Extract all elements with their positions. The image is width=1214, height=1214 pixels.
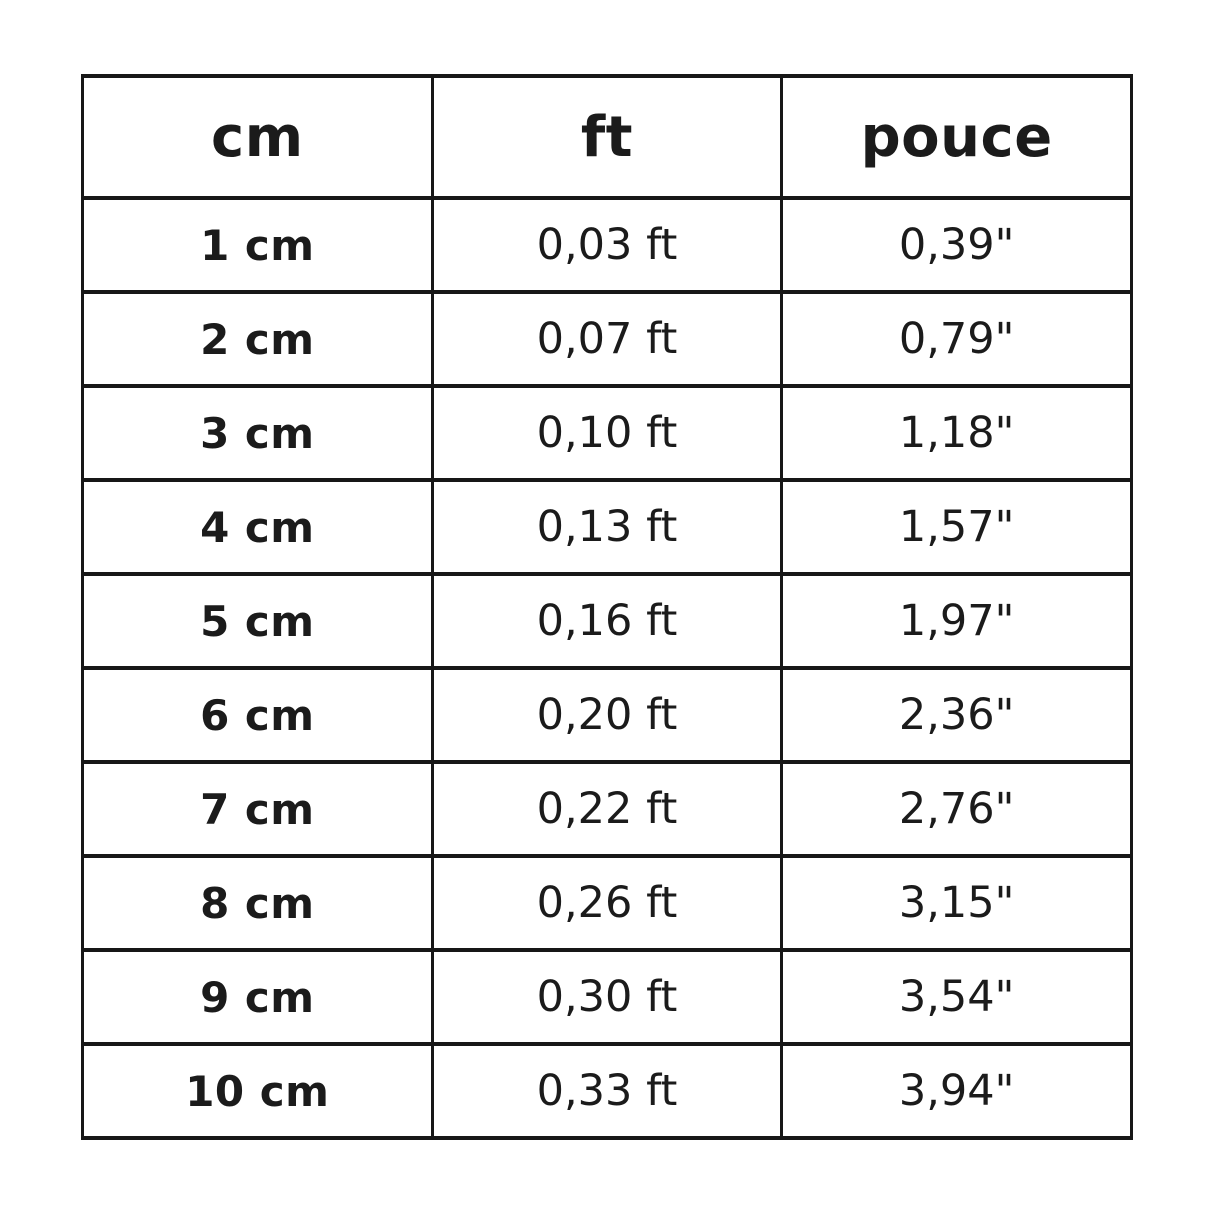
cell-pouce: 2,36" [782,668,1132,762]
table-row [83,668,1132,762]
cell-pouce: 1,18" [782,386,1132,480]
table-row [83,292,1132,386]
cell-ft: 0,03 ft [432,198,782,292]
cell-ft: 0,22 ft [432,762,782,856]
table-row [83,480,1132,574]
cell-ft: 0,13 ft [432,480,782,574]
cell-cm: 8 cm [83,856,433,950]
table-row [83,762,1132,856]
cell-cm: 3 cm [83,386,433,480]
cell-cm: 5 cm [83,574,433,668]
cell-ft: 0,30 ft [432,950,782,1044]
table-header-row [83,76,1132,198]
cell-cm: 6 cm [83,668,433,762]
cell-ft: 0,07 ft [432,292,782,386]
table-header [83,76,1132,198]
table-row [83,1044,1132,1138]
table-row [83,386,1132,480]
table-row [83,198,1132,292]
cell-ft: 0,26 ft [432,856,782,950]
cell-ft: 0,33 ft [432,1044,782,1138]
cell-cm: 7 cm [83,762,433,856]
cell-cm: 10 cm [83,1044,433,1138]
cell-pouce: 3,54" [782,950,1132,1044]
cell-pouce: 1,97" [782,574,1132,668]
cell-pouce: 3,15" [782,856,1132,950]
cell-pouce: 0,79" [782,292,1132,386]
table-row [83,950,1132,1044]
cell-cm: 4 cm [83,480,433,574]
cell-cm: 9 cm [83,950,433,1044]
cell-cm: 1 cm [83,198,433,292]
cell-pouce: 1,57" [782,480,1132,574]
table-row [83,856,1132,950]
cell-cm: 2 cm [83,292,433,386]
cell-pouce: 0,39" [782,198,1132,292]
cell-ft: 0,16 ft [432,574,782,668]
cell-pouce: 2,76" [782,762,1132,856]
header-cell-ft: ft [432,76,782,198]
table-row [83,574,1132,668]
table-body [83,198,1132,1138]
cell-ft: 0,10 ft [432,386,782,480]
cell-pouce: 3,94" [782,1044,1132,1138]
header-cell-pouce: pouce [782,76,1132,198]
header-cell-cm: cm [83,76,433,198]
cell-ft: 0,20 ft [432,668,782,762]
cm-ft-pouce-conversion-table [81,74,1133,1140]
